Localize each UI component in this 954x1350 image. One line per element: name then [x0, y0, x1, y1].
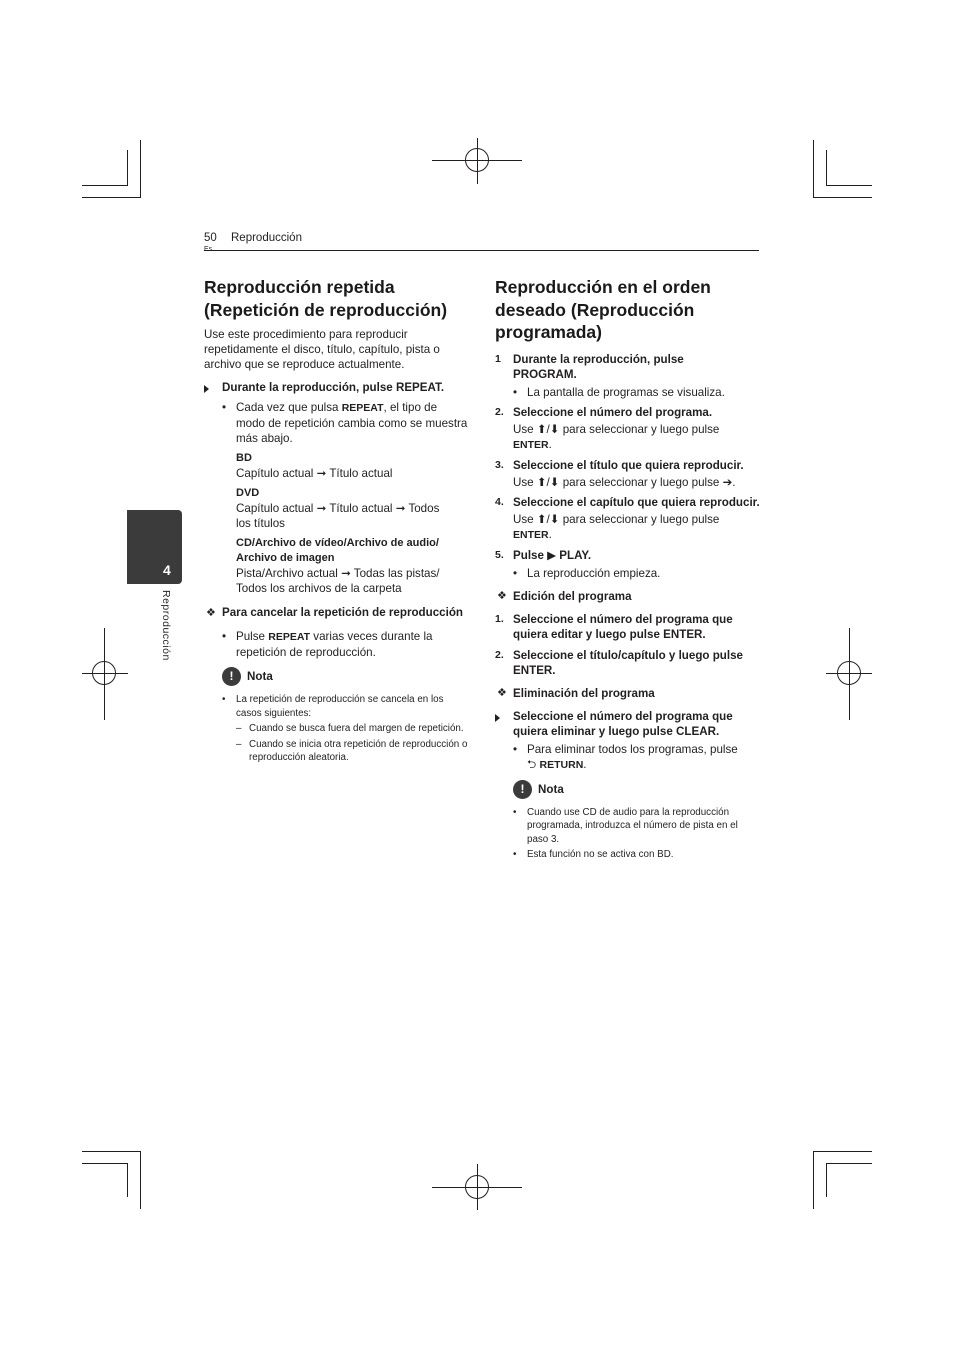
step-item: 1. Seleccione el número del programa que quiera editar y luego pulse ENTER. — [495, 612, 733, 641]
crop-mark — [814, 197, 872, 198]
warning-icon: ! — [513, 780, 532, 799]
diamond-bullet-icon: ❖ — [497, 589, 507, 602]
note-subitem: – Cuando se busca fuera del margen de repetición. — [236, 723, 464, 734]
bullet-item: • Cada vez que pulsa REPEAT, el tipo de modo de repetición cambia como se muestra más abajo. — [222, 401, 468, 445]
step-item: 2. Seleccione el título/capítulo y luego pulse ENTER. — [495, 648, 743, 677]
note-heading: ! Nota — [204, 667, 469, 687]
bullet-icon: • — [513, 849, 517, 860]
bullet-item: • Para eliminar todos los programas, pulse ⮌ RETURN. — [513, 742, 738, 771]
crop-mark — [127, 150, 128, 186]
crop-mark — [82, 1163, 128, 1164]
step-item: 1 Durante la reproducción, pulse PROGRAM. — [495, 352, 684, 381]
chapter-side-label: Reproducción — [160, 590, 172, 661]
left-column — [204, 276, 469, 765]
bullet-icon: • — [513, 566, 518, 580]
key-label: ENTER. — [663, 627, 706, 641]
crop-mark — [82, 1151, 140, 1152]
step-item: 5. Pulse ▶ PLAY. — [495, 548, 592, 562]
section-title: Reproducción en el orden deseado (Reproducción programada) — [495, 277, 711, 342]
step-item: Seleccione el número del programa que quiera eliminar y luego pulse CLEAR. — [495, 709, 760, 739]
note-subitem: – Cuando se inicia otra repetición de reproducción o reproducción aleatoria. — [236, 738, 468, 763]
step-item: 3. Seleccione el título que quiera reproducir. — [495, 458, 744, 472]
key-label: REPEAT. — [395, 381, 445, 394]
note-item: • La repetición de reproducción se cancela en los casos siguientes: — [222, 694, 444, 719]
mode-sequence: Capítulo actual ➞ Título actual ➞ Todos los títulos — [236, 502, 440, 530]
crop-mark — [814, 1151, 872, 1152]
crop-mark — [826, 1163, 827, 1197]
bullet-item: • La pantalla de programas se visualiza. — [513, 385, 725, 399]
crop-mark — [82, 197, 140, 198]
crop-mark — [826, 150, 827, 186]
bullet-icon: • — [513, 742, 518, 756]
diamond-bullet-icon: ❖ — [497, 686, 507, 699]
dash-icon: – — [236, 723, 242, 734]
note-item: • Cuando use CD de audio para la reproducción programada, introduzca el número de pista en el paso 3. — [513, 806, 738, 845]
step-detail: Use ⬆/⬇ para seleccionar y luego pulse ENTER. — [513, 422, 720, 451]
mode-label: CD/Archivo de vídeo/Archivo de audio/ Archivo de imagen — [236, 537, 439, 564]
key-label: REPEAT — [268, 631, 311, 643]
arrow-right-icon: ➞ — [395, 502, 406, 515]
triangle-bullet-icon — [495, 714, 500, 722]
up-down-arrow-icon: ⬆/⬇ — [536, 422, 560, 436]
chapter-number: 4 — [163, 562, 171, 578]
crop-mark — [127, 1163, 128, 1197]
warning-icon: ! — [222, 667, 241, 686]
key-label: CLEAR. — [676, 724, 720, 738]
crop-mark — [826, 185, 872, 186]
dash-icon: – — [236, 738, 242, 750]
mode-sequence: Pista/Archivo actual ➞ Todas las pistas/ Todos los archivos de la carpeta — [236, 567, 440, 595]
header-rule — [204, 250, 759, 251]
subsection-title: ❖ Edición del programa — [497, 589, 632, 603]
registration-target — [465, 148, 489, 172]
triangle-bullet-icon — [204, 385, 209, 393]
step-item: Durante la reproducción, pulse REPEAT. — [204, 380, 469, 395]
key-label: RETURN — [539, 758, 584, 771]
chapter-tab — [127, 510, 182, 584]
arrow-right-icon: ➔ — [722, 475, 733, 489]
running-header: Reproducción — [231, 232, 302, 244]
crop-mark — [826, 1163, 872, 1164]
bullet-item: • Pulse REPEAT varias veces durante la repetición de reproducción. — [222, 630, 433, 659]
registration-target — [837, 661, 861, 685]
registration-target — [465, 1175, 489, 1199]
step-item: 4. Seleccione el capítulo que quiera reproducir. — [495, 495, 760, 509]
bullet-icon: • — [513, 385, 518, 399]
crop-mark — [813, 140, 814, 198]
step-detail: Use ⬆/⬇ para seleccionar y luego pulse ➔. — [513, 475, 736, 489]
play-icon: ▶ — [547, 548, 560, 562]
crop-mark — [813, 1151, 814, 1209]
crop-mark — [82, 185, 128, 186]
up-down-arrow-icon: ⬆/⬇ — [536, 475, 560, 489]
crop-mark — [140, 1151, 141, 1209]
diamond-bullet-icon: ❖ — [206, 607, 216, 619]
bullet-icon: • — [222, 694, 226, 705]
arrow-right-icon: ➞ — [316, 467, 327, 480]
key-label: ENTER — [513, 528, 549, 541]
step-detail: Use ⬆/⬇ para seleccionar y luego pulse ENTER. — [513, 512, 720, 541]
right-column — [495, 276, 760, 862]
arrow-right-icon: ➞ — [316, 502, 327, 515]
note-item: • Esta función no se activa con BD. — [513, 849, 674, 860]
bullet-icon: • — [513, 806, 517, 818]
mode-label: BD — [236, 452, 252, 464]
mode-label: DVD — [236, 487, 260, 499]
up-down-arrow-icon: ⬆/⬇ — [536, 512, 560, 526]
note-heading: ! Nota — [495, 780, 760, 800]
key-label: PLAY. — [559, 548, 592, 562]
section-title: Reproducción repetida (Repetición de reproducción) — [204, 277, 448, 320]
subsection-title: ❖ Para cancelar la repetición de reproducción — [206, 606, 463, 619]
key-label: REPEAT — [341, 402, 384, 414]
page-number: 50 — [204, 232, 217, 244]
subsection-title: ❖ Eliminación del programa — [497, 686, 655, 700]
registration-target — [92, 661, 116, 685]
step-item: 2. Seleccione el número del programa. — [495, 405, 713, 419]
bullet-icon: • — [222, 630, 227, 643]
mode-sequence: Capítulo actual ➞ Título actual — [236, 467, 393, 480]
key-label: PROGRAM. — [513, 367, 577, 381]
crop-mark — [140, 140, 141, 198]
arrow-right-icon: ➞ — [341, 567, 351, 580]
bullet-icon: • — [222, 401, 227, 414]
key-label: ENTER. — [513, 663, 556, 677]
return-icon: ⮌ — [527, 757, 537, 771]
bullet-item: • La reproducción empieza. — [513, 566, 661, 580]
intro-paragraph: Use este procedimiento para reproducir repetidamente el disco, título, capítulo, pista o archivo que se reproduce actualmente. — [204, 328, 440, 371]
key-label: ENTER — [513, 438, 549, 451]
